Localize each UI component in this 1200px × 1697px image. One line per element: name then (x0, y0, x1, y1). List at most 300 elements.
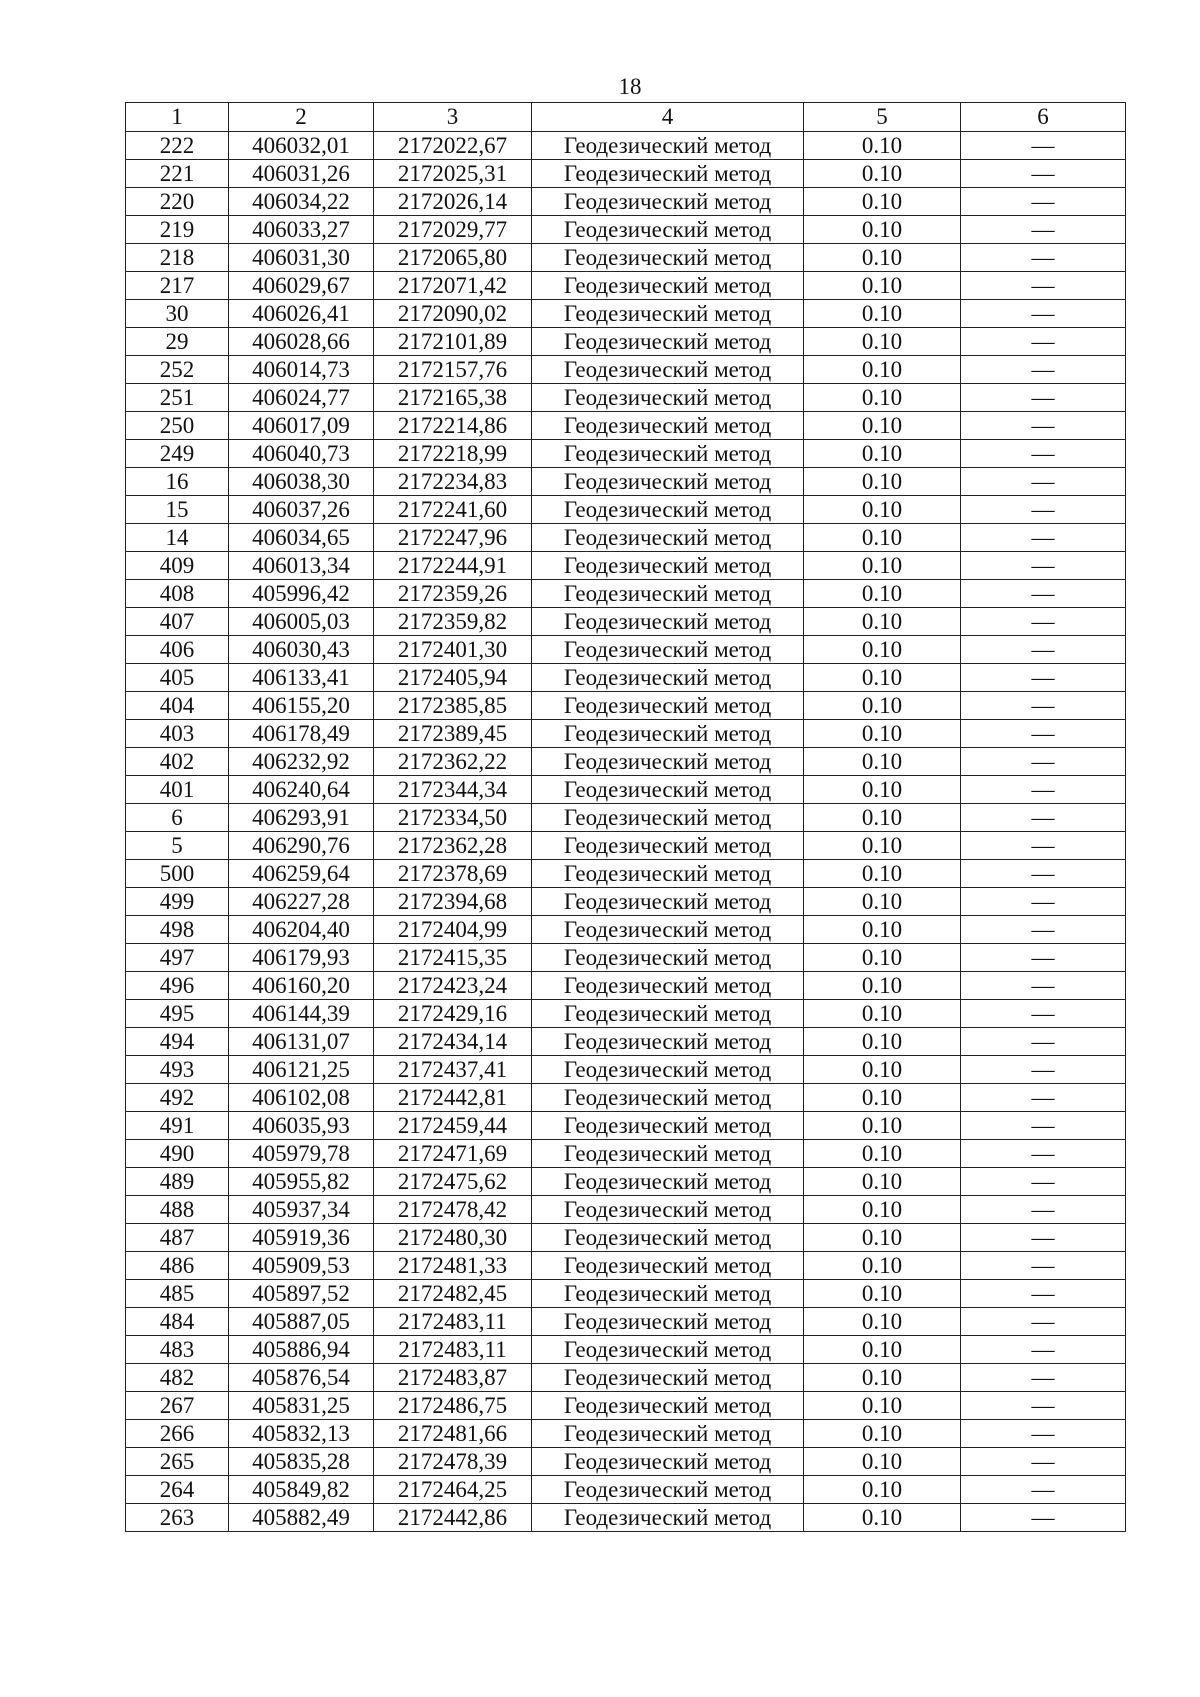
accuracy-cell: 0.10 (804, 1252, 961, 1280)
description-cell: — (961, 1112, 1126, 1140)
method-cell: Геодезический метод (532, 580, 804, 608)
point-number-cell: 220 (126, 188, 229, 216)
method-cell: Геодезический метод (532, 552, 804, 580)
table-row (126, 272, 1126, 300)
y-coordinate-cell: 2172029,77 (374, 216, 532, 244)
method-cell: Геодезический метод (532, 944, 804, 972)
method-cell: Геодезический метод (532, 1140, 804, 1168)
description-cell: — (961, 972, 1126, 1000)
column-header: 5 (804, 103, 961, 132)
table-row (126, 1420, 1126, 1448)
point-number-cell: 407 (126, 608, 229, 636)
table-row (126, 1112, 1126, 1140)
point-number-cell: 251 (126, 384, 229, 412)
description-cell: — (961, 244, 1126, 272)
point-number-cell: 485 (126, 1280, 229, 1308)
description-cell: — (961, 860, 1126, 888)
point-number-cell: 498 (126, 916, 229, 944)
column-header: 2 (229, 103, 374, 132)
accuracy-cell: 0.10 (804, 1196, 961, 1224)
description-cell: — (961, 1364, 1126, 1392)
accuracy-cell: 0.10 (804, 1084, 961, 1112)
x-coordinate-cell: 405832,13 (229, 1420, 374, 1448)
table-row (126, 132, 1126, 160)
column-header: 6 (961, 103, 1126, 132)
method-cell: Геодезический метод (532, 524, 804, 552)
accuracy-cell: 0.10 (804, 1336, 961, 1364)
x-coordinate-cell: 405882,49 (229, 1504, 374, 1532)
point-number-cell: 499 (126, 888, 229, 916)
table-row (126, 1056, 1126, 1084)
accuracy-cell: 0.10 (804, 160, 961, 188)
x-coordinate-cell: 406014,73 (229, 356, 374, 384)
table-row (126, 608, 1126, 636)
accuracy-cell: 0.10 (804, 1504, 961, 1532)
y-coordinate-cell: 2172378,69 (374, 860, 532, 888)
accuracy-cell: 0.10 (804, 496, 961, 524)
method-cell: Геодезический метод (532, 860, 804, 888)
description-cell: — (961, 188, 1126, 216)
point-number-cell: 267 (126, 1392, 229, 1420)
method-cell: Геодезический метод (532, 1168, 804, 1196)
table-row (126, 160, 1126, 188)
method-cell: Геодезический метод (532, 1448, 804, 1476)
x-coordinate-cell: 406013,34 (229, 552, 374, 580)
description-cell: — (961, 1308, 1126, 1336)
accuracy-cell: 0.10 (804, 832, 961, 860)
point-number-cell: 497 (126, 944, 229, 972)
accuracy-cell: 0.10 (804, 776, 961, 804)
description-cell: — (961, 1336, 1126, 1364)
method-cell: Геодезический метод (532, 1252, 804, 1280)
description-cell: — (961, 664, 1126, 692)
accuracy-cell: 0.10 (804, 888, 961, 916)
point-number-cell: 218 (126, 244, 229, 272)
description-cell: — (961, 916, 1126, 944)
x-coordinate-cell: 406133,41 (229, 664, 374, 692)
table-row (126, 664, 1126, 692)
description-cell: — (961, 1056, 1126, 1084)
y-coordinate-cell: 2172165,38 (374, 384, 532, 412)
point-number-cell: 217 (126, 272, 229, 300)
method-cell: Геодезический метод (532, 188, 804, 216)
point-number-cell: 488 (126, 1196, 229, 1224)
y-coordinate-cell: 2172478,39 (374, 1448, 532, 1476)
method-cell: Геодезический метод (532, 496, 804, 524)
y-coordinate-cell: 2172434,14 (374, 1028, 532, 1056)
table-row (126, 804, 1126, 832)
x-coordinate-cell: 406160,20 (229, 972, 374, 1000)
point-number-cell: 16 (126, 468, 229, 496)
y-coordinate-cell: 2172478,42 (374, 1196, 532, 1224)
point-number-cell: 5 (126, 832, 229, 860)
y-coordinate-cell: 2172071,42 (374, 272, 532, 300)
table-row (126, 1336, 1126, 1364)
accuracy-cell: 0.10 (804, 860, 961, 888)
accuracy-cell: 0.10 (804, 580, 961, 608)
accuracy-cell: 0.10 (804, 132, 961, 160)
point-number-cell: 263 (126, 1504, 229, 1532)
point-number-cell: 405 (126, 664, 229, 692)
x-coordinate-cell: 406034,22 (229, 188, 374, 216)
description-cell: — (961, 412, 1126, 440)
description-cell: — (961, 1504, 1126, 1532)
method-cell: Геодезический метод (532, 1364, 804, 1392)
x-coordinate-cell: 406240,64 (229, 776, 374, 804)
method-cell: Геодезический метод (532, 1392, 804, 1420)
y-coordinate-cell: 2172101,89 (374, 328, 532, 356)
x-coordinate-cell: 406038,30 (229, 468, 374, 496)
point-number-cell: 249 (126, 440, 229, 468)
y-coordinate-cell: 2172362,22 (374, 748, 532, 776)
x-coordinate-cell: 406232,92 (229, 748, 374, 776)
table-row (126, 468, 1126, 496)
x-coordinate-cell: 406030,43 (229, 636, 374, 664)
description-cell: — (961, 440, 1126, 468)
accuracy-cell: 0.10 (804, 664, 961, 692)
x-coordinate-cell: 406290,76 (229, 832, 374, 860)
table-header-row (126, 103, 1126, 132)
accuracy-cell: 0.10 (804, 1280, 961, 1308)
point-number-cell: 264 (126, 1476, 229, 1504)
method-cell: Геодезический метод (532, 748, 804, 776)
point-number-cell: 495 (126, 1000, 229, 1028)
x-coordinate-cell: 405887,05 (229, 1308, 374, 1336)
accuracy-cell: 0.10 (804, 944, 961, 972)
description-cell: — (961, 1140, 1126, 1168)
y-coordinate-cell: 2172359,26 (374, 580, 532, 608)
description-cell: — (961, 1000, 1126, 1028)
accuracy-cell: 0.10 (804, 636, 961, 664)
point-number-cell: 491 (126, 1112, 229, 1140)
table-row (126, 1224, 1126, 1252)
description-cell: — (961, 328, 1126, 356)
point-number-cell: 403 (126, 720, 229, 748)
y-coordinate-cell: 2172359,82 (374, 608, 532, 636)
table-row (126, 384, 1126, 412)
y-coordinate-cell: 2172471,69 (374, 1140, 532, 1168)
point-number-cell: 490 (126, 1140, 229, 1168)
description-cell: — (961, 636, 1126, 664)
accuracy-cell: 0.10 (804, 440, 961, 468)
description-cell: — (961, 608, 1126, 636)
x-coordinate-cell: 405979,78 (229, 1140, 374, 1168)
method-cell: Геодезический метод (532, 972, 804, 1000)
x-coordinate-cell: 406032,01 (229, 132, 374, 160)
method-cell: Геодезический метод (532, 384, 804, 412)
point-number-cell: 482 (126, 1364, 229, 1392)
point-number-cell: 250 (126, 412, 229, 440)
method-cell: Геодезический метод (532, 1000, 804, 1028)
y-coordinate-cell: 2172385,85 (374, 692, 532, 720)
description-cell: — (961, 216, 1126, 244)
accuracy-cell: 0.10 (804, 1112, 961, 1140)
description-cell: — (961, 1448, 1126, 1476)
x-coordinate-cell: 405909,53 (229, 1252, 374, 1280)
description-cell: — (961, 496, 1126, 524)
x-coordinate-cell: 406033,27 (229, 216, 374, 244)
method-cell: Геодезический метод (532, 1280, 804, 1308)
x-coordinate-cell: 406102,08 (229, 1084, 374, 1112)
x-coordinate-cell: 406035,93 (229, 1112, 374, 1140)
y-coordinate-cell: 2172475,62 (374, 1168, 532, 1196)
method-cell: Геодезический метод (532, 1056, 804, 1084)
description-cell: — (961, 832, 1126, 860)
accuracy-cell: 0.10 (804, 1420, 961, 1448)
y-coordinate-cell: 2172442,81 (374, 1084, 532, 1112)
accuracy-cell: 0.10 (804, 608, 961, 636)
x-coordinate-cell: 406227,28 (229, 888, 374, 916)
y-coordinate-cell: 2172482,45 (374, 1280, 532, 1308)
table-row (126, 916, 1126, 944)
table-row (126, 888, 1126, 916)
table-row (126, 692, 1126, 720)
method-cell: Геодезический метод (532, 1308, 804, 1336)
method-cell: Геодезический метод (532, 132, 804, 160)
point-number-cell: 222 (126, 132, 229, 160)
method-cell: Геодезический метод (532, 272, 804, 300)
table-row (126, 1364, 1126, 1392)
y-coordinate-cell: 2172483,11 (374, 1308, 532, 1336)
point-number-cell: 487 (126, 1224, 229, 1252)
table-row (126, 1252, 1126, 1280)
y-coordinate-cell: 2172389,45 (374, 720, 532, 748)
accuracy-cell: 0.10 (804, 216, 961, 244)
x-coordinate-cell: 406155,20 (229, 692, 374, 720)
accuracy-cell: 0.10 (804, 1448, 961, 1476)
point-number-cell: 493 (126, 1056, 229, 1084)
method-cell: Геодезический метод (532, 468, 804, 496)
method-cell: Геодезический метод (532, 832, 804, 860)
x-coordinate-cell: 405919,36 (229, 1224, 374, 1252)
y-coordinate-cell: 2172404,99 (374, 916, 532, 944)
point-number-cell: 265 (126, 1448, 229, 1476)
description-cell: — (961, 132, 1126, 160)
y-coordinate-cell: 2172334,50 (374, 804, 532, 832)
x-coordinate-cell: 406179,93 (229, 944, 374, 972)
method-cell: Геодезический метод (532, 1420, 804, 1448)
coordinates-table (125, 102, 1126, 1532)
x-coordinate-cell: 406017,09 (229, 412, 374, 440)
y-coordinate-cell: 2172483,87 (374, 1364, 532, 1392)
method-cell: Геодезический метод (532, 244, 804, 272)
method-cell: Геодезический метод (532, 916, 804, 944)
point-number-cell: 408 (126, 580, 229, 608)
table-row (126, 580, 1126, 608)
column-header: 1 (126, 103, 229, 132)
y-coordinate-cell: 2172065,80 (374, 244, 532, 272)
point-number-cell: 252 (126, 356, 229, 384)
description-cell: — (961, 160, 1126, 188)
x-coordinate-cell: 406005,03 (229, 608, 374, 636)
accuracy-cell: 0.10 (804, 552, 961, 580)
y-coordinate-cell: 2172464,25 (374, 1476, 532, 1504)
table-row (126, 944, 1126, 972)
point-number-cell: 14 (126, 524, 229, 552)
x-coordinate-cell: 405849,82 (229, 1476, 374, 1504)
x-coordinate-cell: 405996,42 (229, 580, 374, 608)
method-cell: Геодезический метод (532, 328, 804, 356)
description-cell: — (961, 944, 1126, 972)
table-row (126, 860, 1126, 888)
description-cell: — (961, 692, 1126, 720)
point-number-cell: 29 (126, 328, 229, 356)
method-cell: Геодезический метод (532, 636, 804, 664)
accuracy-cell: 0.10 (804, 1028, 961, 1056)
method-cell: Геодезический метод (532, 1112, 804, 1140)
accuracy-cell: 0.10 (804, 328, 961, 356)
point-number-cell: 401 (126, 776, 229, 804)
description-cell: — (961, 748, 1126, 776)
y-coordinate-cell: 2172459,44 (374, 1112, 532, 1140)
accuracy-cell: 0.10 (804, 692, 961, 720)
accuracy-cell: 0.10 (804, 356, 961, 384)
point-number-cell: 402 (126, 748, 229, 776)
table-row (126, 1140, 1126, 1168)
x-coordinate-cell: 406026,41 (229, 300, 374, 328)
description-cell: — (961, 1196, 1126, 1224)
table-row (126, 1392, 1126, 1420)
table-row (126, 1476, 1126, 1504)
description-cell: — (961, 1476, 1126, 1504)
method-cell: Геодезический метод (532, 440, 804, 468)
accuracy-cell: 0.10 (804, 272, 961, 300)
method-cell: Геодезический метод (532, 1476, 804, 1504)
x-coordinate-cell: 406293,91 (229, 804, 374, 832)
accuracy-cell: 0.10 (804, 1224, 961, 1252)
description-cell: — (961, 1168, 1126, 1196)
description-cell: — (961, 1028, 1126, 1056)
table-row (126, 496, 1126, 524)
description-cell: — (961, 384, 1126, 412)
accuracy-cell: 0.10 (804, 524, 961, 552)
method-cell: Геодезический метод (532, 1224, 804, 1252)
point-number-cell: 266 (126, 1420, 229, 1448)
y-coordinate-cell: 2172415,35 (374, 944, 532, 972)
table-row (126, 412, 1126, 440)
x-coordinate-cell: 405831,25 (229, 1392, 374, 1420)
method-cell: Геодезический метод (532, 1336, 804, 1364)
x-coordinate-cell: 406178,49 (229, 720, 374, 748)
point-number-cell: 221 (126, 160, 229, 188)
accuracy-cell: 0.10 (804, 300, 961, 328)
table-row (126, 216, 1126, 244)
y-coordinate-cell: 2172247,96 (374, 524, 532, 552)
y-coordinate-cell: 2172480,30 (374, 1224, 532, 1252)
table-row (126, 720, 1126, 748)
accuracy-cell: 0.10 (804, 1308, 961, 1336)
method-cell: Геодезический метод (532, 356, 804, 384)
table-row (126, 552, 1126, 580)
y-coordinate-cell: 2172429,16 (374, 1000, 532, 1028)
y-coordinate-cell: 2172344,34 (374, 776, 532, 804)
description-cell: — (961, 888, 1126, 916)
x-coordinate-cell: 405886,94 (229, 1336, 374, 1364)
description-cell: — (961, 1420, 1126, 1448)
accuracy-cell: 0.10 (804, 916, 961, 944)
y-coordinate-cell: 2172423,24 (374, 972, 532, 1000)
y-coordinate-cell: 2172241,60 (374, 496, 532, 524)
accuracy-cell: 0.10 (804, 1476, 961, 1504)
description-cell: — (961, 1084, 1126, 1112)
x-coordinate-cell: 406259,64 (229, 860, 374, 888)
y-coordinate-cell: 2172481,33 (374, 1252, 532, 1280)
x-coordinate-cell: 406144,39 (229, 1000, 374, 1028)
table-row (126, 1168, 1126, 1196)
accuracy-cell: 0.10 (804, 1056, 961, 1084)
y-coordinate-cell: 2172437,41 (374, 1056, 532, 1084)
method-cell: Геодезический метод (532, 804, 804, 832)
y-coordinate-cell: 2172214,86 (374, 412, 532, 440)
x-coordinate-cell: 406034,65 (229, 524, 374, 552)
accuracy-cell: 0.10 (804, 1140, 961, 1168)
table-row (126, 356, 1126, 384)
method-cell: Геодезический метод (532, 664, 804, 692)
table-row (126, 524, 1126, 552)
x-coordinate-cell: 405835,28 (229, 1448, 374, 1476)
x-coordinate-cell: 406024,77 (229, 384, 374, 412)
x-coordinate-cell: 406204,40 (229, 916, 374, 944)
column-header: 4 (532, 103, 804, 132)
y-coordinate-cell: 2172405,94 (374, 664, 532, 692)
point-number-cell: 6 (126, 804, 229, 832)
y-coordinate-cell: 2172481,66 (374, 1420, 532, 1448)
x-coordinate-cell: 406029,67 (229, 272, 374, 300)
table-row (126, 440, 1126, 468)
method-cell: Геодезический метод (532, 720, 804, 748)
table-row (126, 244, 1126, 272)
point-number-cell: 496 (126, 972, 229, 1000)
table-row (126, 1280, 1126, 1308)
method-cell: Геодезический метод (532, 1028, 804, 1056)
point-number-cell: 489 (126, 1168, 229, 1196)
y-coordinate-cell: 2172442,86 (374, 1504, 532, 1532)
method-cell: Геодезический метод (532, 1084, 804, 1112)
method-cell: Геодезический метод (532, 300, 804, 328)
accuracy-cell: 0.10 (804, 1168, 961, 1196)
description-cell: — (961, 580, 1126, 608)
y-coordinate-cell: 2172394,68 (374, 888, 532, 916)
description-cell: — (961, 1252, 1126, 1280)
y-coordinate-cell: 2172244,91 (374, 552, 532, 580)
description-cell: — (961, 776, 1126, 804)
description-cell: — (961, 1224, 1126, 1252)
x-coordinate-cell: 406040,73 (229, 440, 374, 468)
point-number-cell: 500 (126, 860, 229, 888)
x-coordinate-cell: 405897,52 (229, 1280, 374, 1308)
y-coordinate-cell: 2172026,14 (374, 188, 532, 216)
point-number-cell: 486 (126, 1252, 229, 1280)
accuracy-cell: 0.10 (804, 1000, 961, 1028)
table-row (126, 1504, 1126, 1532)
description-cell: — (961, 468, 1126, 496)
accuracy-cell: 0.10 (804, 804, 961, 832)
table-row (126, 1000, 1126, 1028)
method-cell: Геодезический метод (532, 692, 804, 720)
table-row (126, 748, 1126, 776)
y-coordinate-cell: 2172483,11 (374, 1336, 532, 1364)
accuracy-cell: 0.10 (804, 244, 961, 272)
point-number-cell: 409 (126, 552, 229, 580)
accuracy-cell: 0.10 (804, 384, 961, 412)
x-coordinate-cell: 405876,54 (229, 1364, 374, 1392)
accuracy-cell: 0.10 (804, 972, 961, 1000)
x-coordinate-cell: 406031,30 (229, 244, 374, 272)
table-row (126, 1308, 1126, 1336)
x-coordinate-cell: 406131,07 (229, 1028, 374, 1056)
y-coordinate-cell: 2172401,30 (374, 636, 532, 664)
y-coordinate-cell: 2172234,83 (374, 468, 532, 496)
